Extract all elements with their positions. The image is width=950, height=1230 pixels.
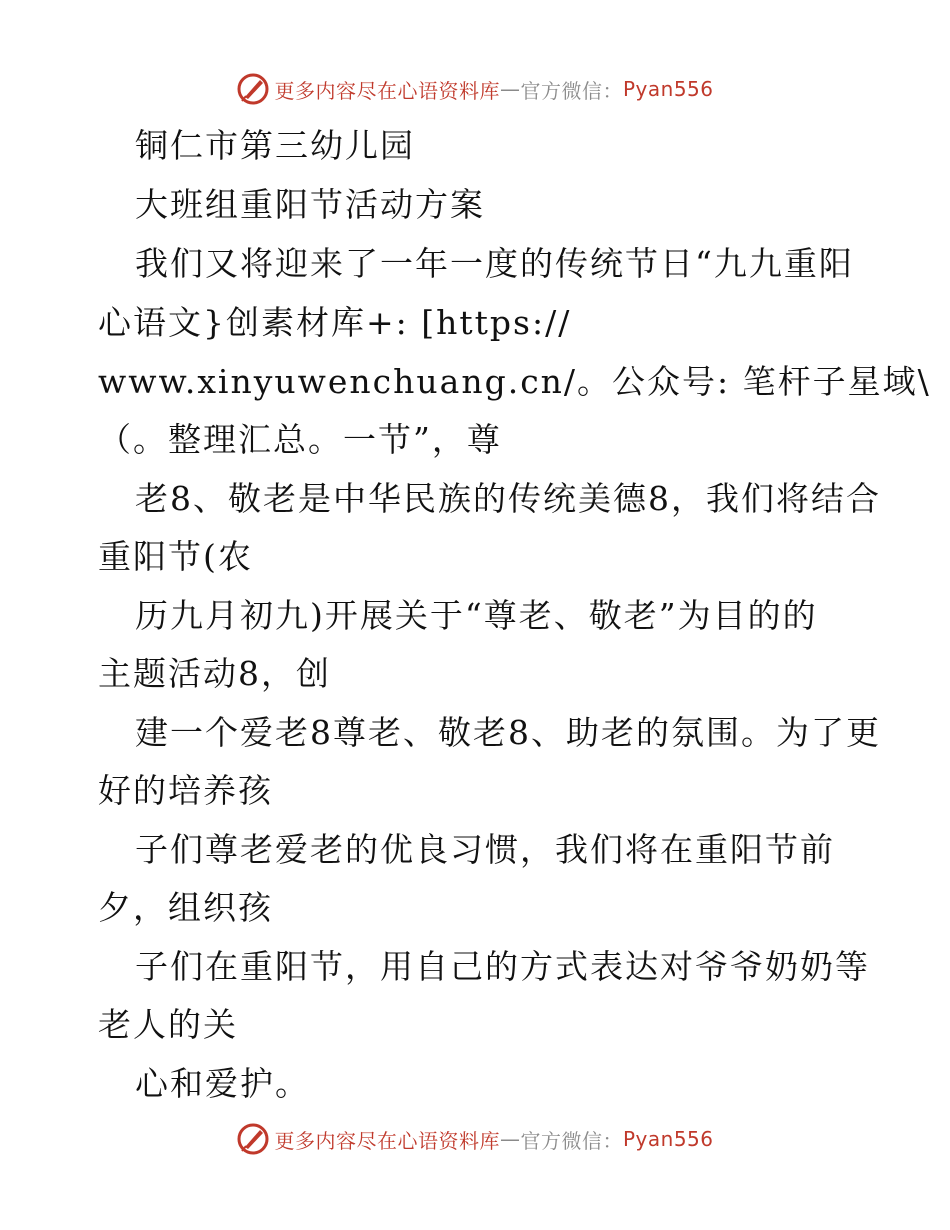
banner-site-text: 更多内容尽在心语资料库 xyxy=(274,78,500,103)
paragraph-line: 心语文}创素材库+: [https:// xyxy=(98,303,572,342)
quill-pen-in-circle-icon xyxy=(236,1122,270,1156)
paragraph-line: 老8、敬老是中华民族的传统美德8，我们将结合 xyxy=(135,479,881,518)
banner-dash: — xyxy=(499,1127,521,1151)
paragraph-line: 夕，组织孩 xyxy=(98,888,273,927)
paragraph-line: 好的培养孩 xyxy=(98,771,273,810)
banner-wechat-id: Pyan556 xyxy=(622,1127,714,1151)
paragraph-line: 主题活动8，创 xyxy=(98,654,331,693)
banner-dash: — xyxy=(499,77,521,101)
paragraph-line: 老人的关 xyxy=(98,1005,238,1044)
document-title: 大班组重阳节活动方案 xyxy=(135,185,485,224)
paragraph-line: 重阳节(农 xyxy=(98,537,253,576)
school-name: 铜仁市第三幼儿园 xyxy=(135,126,415,165)
banner-wechat-label: 官方微信： xyxy=(520,1128,623,1153)
paragraph-line: 我们又将迎来了一年一度的传统节日“九九重阳 xyxy=(135,244,854,283)
header-banner xyxy=(0,72,950,106)
paragraph-line: 子们尊老爱老的优良习惯，我们将在重阳节前 xyxy=(135,830,835,869)
quill-pen-in-circle-icon xyxy=(236,72,270,106)
banner-wechat-label: 官方微信： xyxy=(520,78,623,103)
paragraph-line: （。整理汇总。一节”，尊 xyxy=(98,420,502,459)
banner-site-text: 更多内容尽在心语资料库 xyxy=(274,1128,500,1153)
footer-banner xyxy=(0,1122,950,1156)
banner-wechat-id: Pyan556 xyxy=(622,77,714,101)
paragraph-line: 历九月初九)开展关于“尊老、敬老”为目的的 xyxy=(135,596,818,635)
paragraph-line: www.xinyuwenchuang.cn/。公众号: 笔杆子星域\ xyxy=(98,362,931,401)
paragraph-line: 心和爱护。 xyxy=(135,1064,310,1103)
paragraph-line: 建一个爱老8尊老、敬老8、助老的氛围。为了更 xyxy=(135,713,881,752)
paragraph-line: 子们在重阳节，用自己的方式表达对爷爷奶奶等 xyxy=(135,947,870,986)
